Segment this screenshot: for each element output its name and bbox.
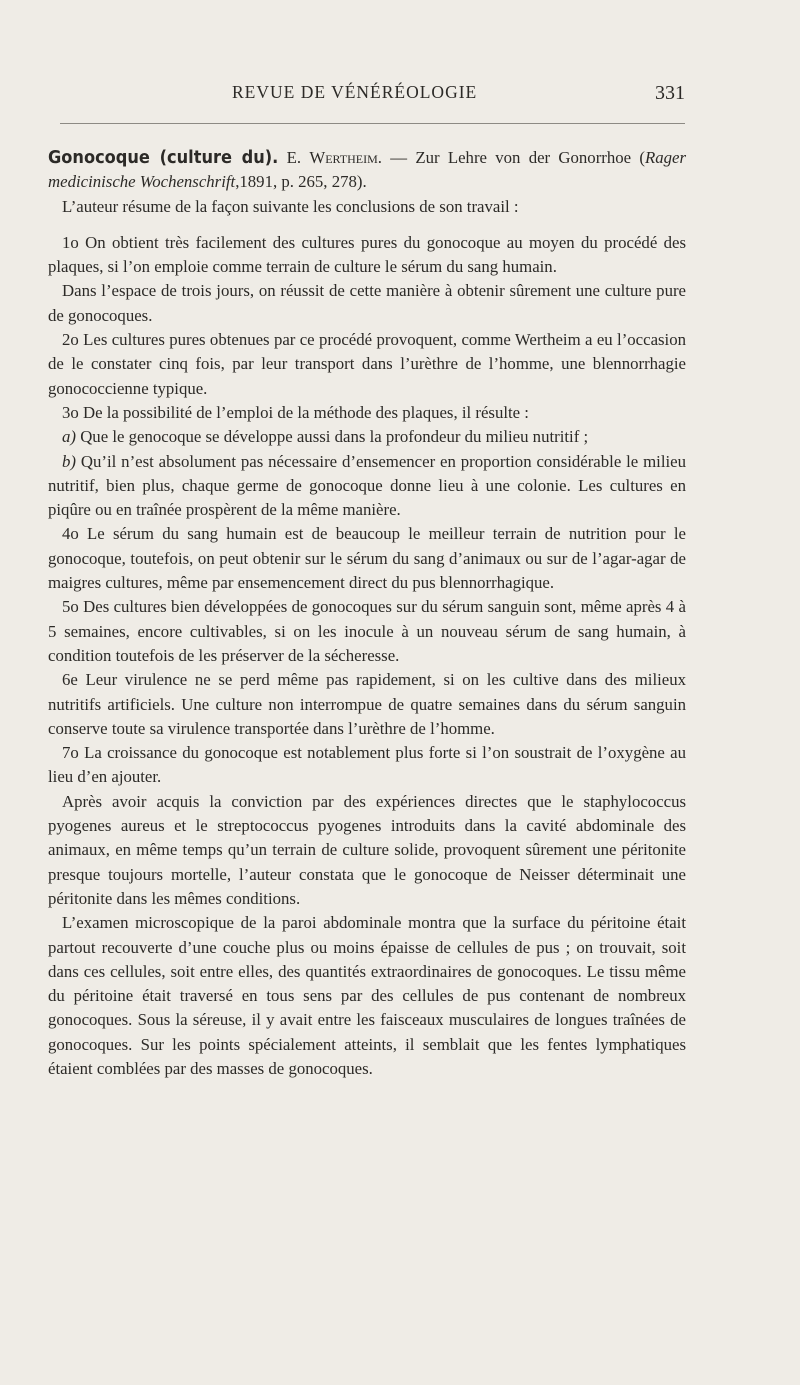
paragraph-6: 6e Leur virulence ne se perd même pas rapidement, si on les cultive dans des milieux nutritifs artificiels. Une culture non interrompue de quatre semaines dans du sérum sanguin conserve toute sa virulence transportée dans l’urèthre de l’homme. bbox=[48, 670, 686, 738]
item-text-b: Qu’il n’est absolument pas nécessaire d’ensemencer en proportion considérable le milieu nutritif, bien plus, chaque germe de gonocoque donne lieu à une colonie. Les cultures en piqûre ou en traînée prospèrent de la même manière. bbox=[48, 451, 687, 520]
page-number: 331 bbox=[655, 82, 685, 104]
paragraph-3b bbox=[48, 450, 686, 523]
running-header bbox=[60, 82, 685, 112]
paragraph-3a bbox=[48, 425, 686, 449]
entry-dash: — bbox=[390, 148, 408, 167]
paragraph-1b: Dans l’espace de trois jours, on réussit de cette manière à obtenir sûrement une culture pure de gonocoques. bbox=[48, 281, 686, 325]
item-label-a: a) bbox=[62, 427, 76, 447]
german-title: Zur Lehre von der Gonorrhoe bbox=[415, 148, 632, 167]
paragraph-7: 7o La croissance du gonocoque est notablement plus forte si l’on soustrait de l’oxygène au lieu d’en ajouter. bbox=[48, 743, 686, 787]
entry-author: Wertheim. bbox=[309, 148, 382, 167]
header-rule bbox=[60, 123, 685, 124]
item-label-b: b) bbox=[62, 451, 76, 471]
journal-title: Rager medicinische Wochenschrift bbox=[48, 148, 686, 192]
paragraph-2: 2o Les cultures pures obtenues par ce procédé provoquent, comme Wertheim a eu l’occasion de le constater cinq fois, par leur transport dans l’urèthre de l’homme, une blennorrhagie gonococcienne typique. bbox=[48, 330, 686, 398]
item-text-a: Que le genocoque se développe aussi dans la profondeur du milieu nutritif ; bbox=[80, 427, 589, 447]
citation: ,1891, p. 265, 278). bbox=[235, 172, 367, 192]
paragraph-9: L’examen microscopique de la paroi abdominale montra que la surface du péritoine était partout recouverte d’une couche plus ou moins épaisse de cellules de pus ; on trouvait, soit dans ces cellules, soit entre elles, des quantités extraordinaires de gonocoques. Le tissu même du péritoine était traversé en tous sens par des cellules de pus contenant de nombreux gonocoques. Sous la séreuse, il y avait entre les faisceaux musculaires de longues traînées de gonocoques. Sur les points spécialement atteints, il semblait que les fentes lymphatiques étaient comblées par des masses de gonocoques. bbox=[48, 913, 686, 1078]
paragraph-3: 3o De la possibilité de l’emploi de la méthode des plaques, il résulte : bbox=[62, 402, 529, 422]
running-title: REVUE DE VÉNÉRÉOLOGIE bbox=[232, 82, 478, 102]
page-body bbox=[48, 146, 686, 1081]
paragraph-intro: L’auteur résume de la façon suivante les conclusions de son travail : bbox=[62, 196, 519, 216]
bibliographic-entry: Gonocoque (culture du). E. Wertheim. — Zur Lehre von der Gonorrhoe (Rager medicinische Wochenschrift,1891, p. 265, 278). bbox=[48, 147, 686, 192]
paragraph-8: Après avoir acquis la conviction par des expériences directes que le staphylococcus pyogenes aureus et le streptococcus pyogenes introduits dans la cavité abdominale des animaux, en même temps qu’un terrain de culture solide, provoquent sûrement une péritonite presque toujours mortelle, l’auteur constata que le gonocoque de Neisser déterminait une péritonite dans les mêmes conditions. bbox=[48, 791, 686, 908]
author-initial: E. bbox=[286, 148, 302, 167]
entry-keyword: Gonocoque (culture du). bbox=[48, 147, 279, 168]
paragraph-5: 5o Des cultures bien développées de gonocoques sur du sérum sanguin sont, même après 4 à 5 semaines, encore cultivables, si on les inocule à un nouveau sérum de sang humain, à condition toutefois de les préserver de la sécheresse. bbox=[48, 597, 686, 665]
paragraph-4: 4o Le sérum du sang humain est de beaucoup le meilleur terrain de nutrition pour le gonocoque, toutefois, on peut obtenir sur le sérum du sang d’animaux ou sur de l’agar-agar de maigres cultures, même par ensemencement direct du pus blennorrhagique. bbox=[48, 524, 686, 593]
paragraph-1: 1o On obtient très facilement des cultures pures du gonocoque au moyen du procédé des plaques, si l’on emploie comme terrain de culture le sérum du sang humain. bbox=[48, 232, 686, 277]
